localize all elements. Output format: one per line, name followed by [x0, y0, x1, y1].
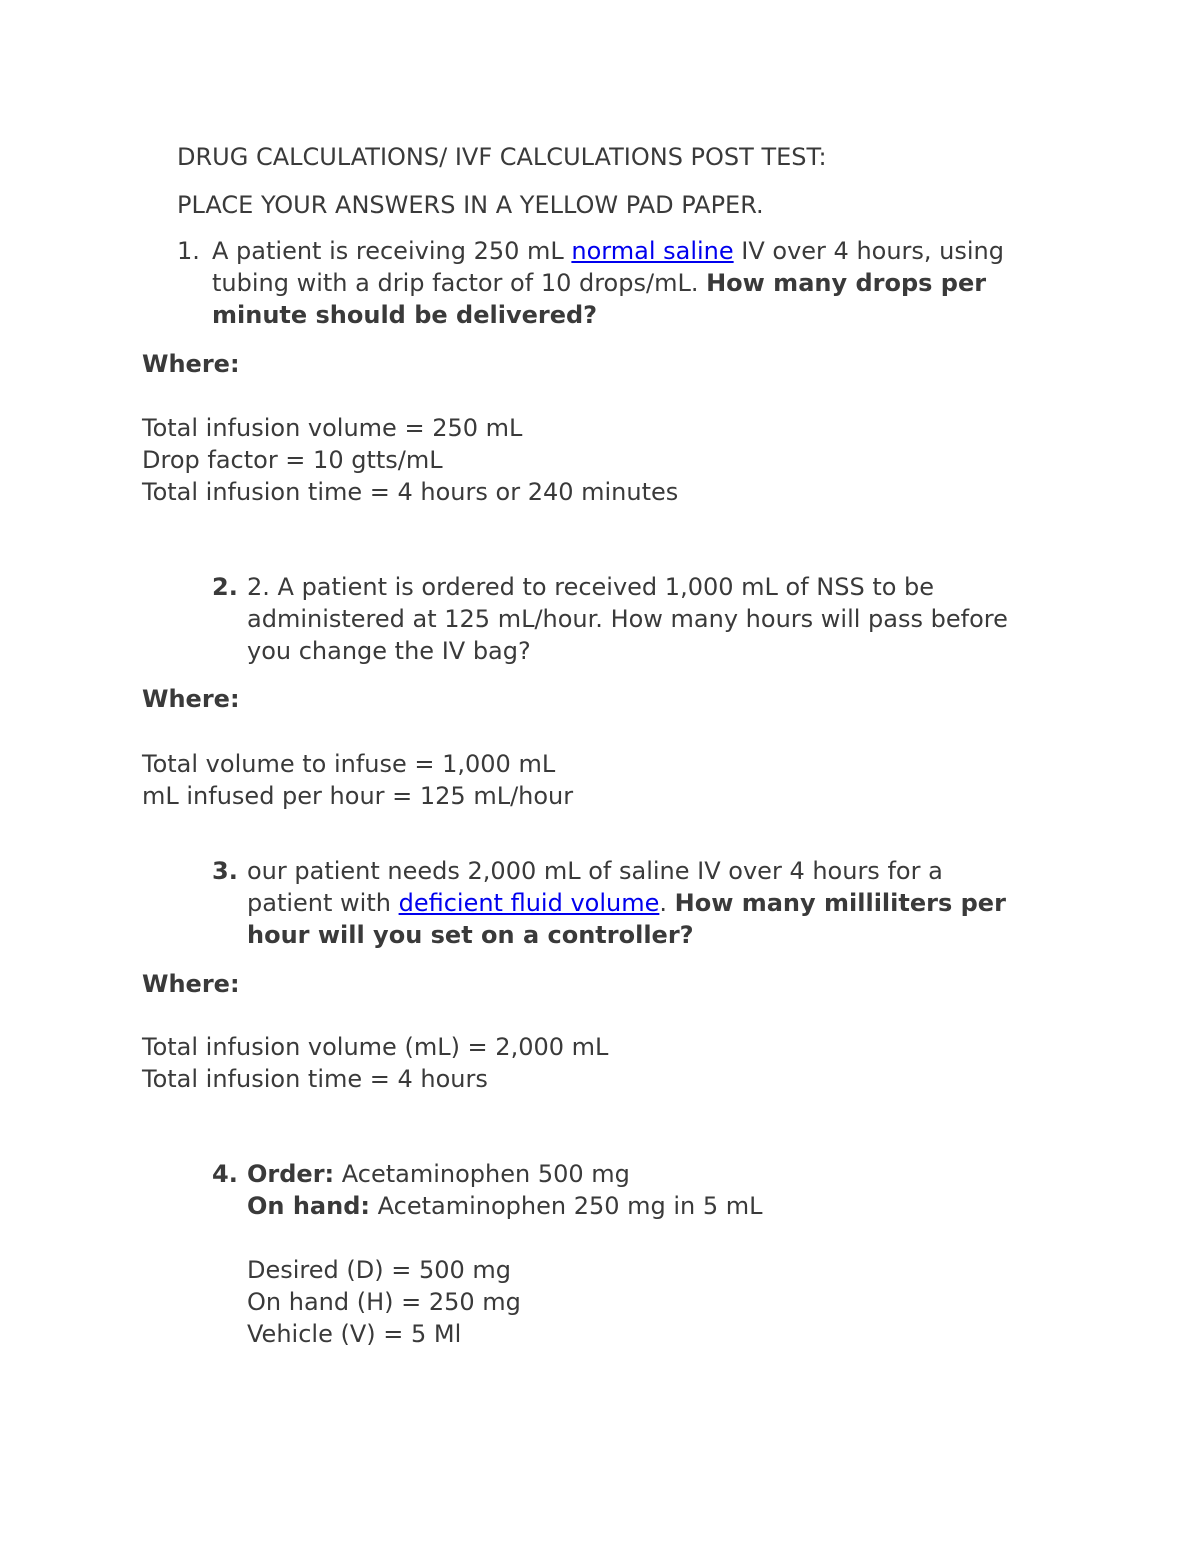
q3-givens: [142, 1031, 608, 1095]
q1-line2-a: tubing with a drip factor of 10 drops/mL.: [212, 269, 707, 297]
q2-where-label: Where:: [142, 685, 240, 713]
q3-number: 3.: [212, 857, 238, 885]
q1-line-2: [212, 267, 1004, 299]
q2-number: 2.: [212, 573, 238, 601]
q4-given-3: Vehicle (V) = 5 Ml: [247, 1320, 462, 1348]
q3-line2-a: patient with: [247, 889, 399, 917]
q1-number: 1.: [177, 237, 200, 265]
q1-text-a: A patient is receiving 250 mL: [212, 237, 572, 265]
q4-onhand-value: Acetaminophen 250 mg in 5 mL: [370, 1192, 763, 1220]
q2-text: [247, 571, 1008, 667]
q1-where-label: Where:: [142, 350, 240, 378]
q4-onhand-line: [247, 1190, 763, 1222]
q3-line-1: our patient needs 2,000 mL of saline IV over 4 hours for a: [247, 857, 943, 885]
document-title: DRUG CALCULATIONS/ IVF CALCULATIONS POST TEST:: [177, 143, 827, 171]
q2-given-1: Total volume to infuse = 1,000 mL: [142, 750, 556, 778]
q3-text: [247, 855, 1006, 951]
q1-line-3: minute should be delivered?: [212, 301, 598, 329]
q3-where-label: Where:: [142, 970, 240, 998]
q4-order-line: [247, 1158, 763, 1190]
q4-order-value: Acetaminophen 500 mg: [334, 1160, 630, 1188]
q4-number: 4.: [212, 1160, 238, 1188]
q2-line-2: administered at 125 mL/hour. How many hours will pass before: [247, 605, 1008, 633]
q4-order-label: Order:: [247, 1160, 335, 1188]
q2-line-1: 2. A patient is ordered to received 1,000 mL of NSS to be: [247, 573, 935, 601]
q2-line-3: you change the IV bag?: [247, 637, 531, 665]
instruction-text: PLACE YOUR ANSWERS IN A YELLOW PAD PAPER.: [177, 191, 764, 219]
q1-text-b: IV over 4 hours, using: [733, 237, 1005, 265]
q3-given-2: Total infusion time = 4 hours: [142, 1065, 488, 1093]
q3-line2-bold: How many milliliters per: [674, 889, 1006, 917]
q1-given-1: Total infusion volume = 250 mL: [142, 414, 523, 442]
q2-given-2: mL infused per hour = 125 mL/hour: [142, 782, 574, 810]
q4-text: [247, 1158, 763, 1222]
q1-given-2: Drop factor = 10 gtts/mL: [142, 446, 443, 474]
q1-given-3: Total infusion time = 4 hours or 240 minutes: [142, 478, 679, 506]
q1-line-1: [212, 235, 1004, 267]
q3-line-2: [247, 887, 1006, 919]
normal-saline-link[interactable]: normal saline: [571, 237, 734, 265]
q4-given-1: Desired (D) = 500 mg: [247, 1256, 512, 1284]
q3-given-1: Total infusion volume (mL) = 2,000 mL: [142, 1033, 609, 1061]
q4-onhand-label: On hand:: [247, 1192, 370, 1220]
q1-line2-bold: How many drops per: [706, 269, 987, 297]
q1-givens: [142, 412, 678, 508]
q3-line2-b: .: [659, 889, 675, 917]
deficient-fluid-volume-link[interactable]: deficient fluid volume: [398, 889, 660, 917]
q3-line-3: hour will you set on a controller?: [247, 921, 694, 949]
q4-given-2: On hand (H) = 250 mg: [247, 1288, 521, 1316]
q4-givens: [247, 1254, 521, 1350]
q1-text: [212, 235, 1004, 331]
q2-givens: [142, 748, 573, 812]
